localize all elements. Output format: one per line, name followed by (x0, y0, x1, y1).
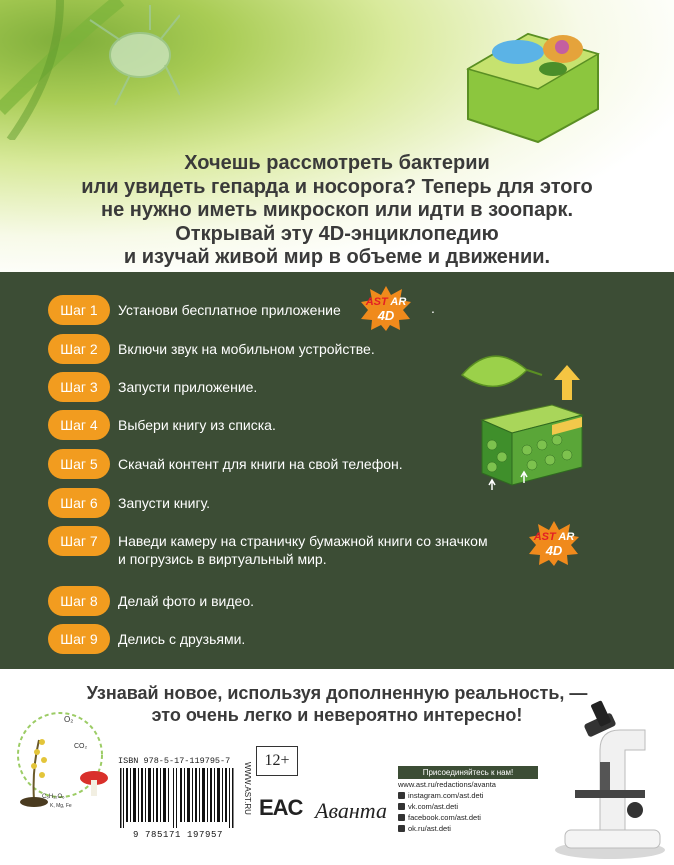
step-pill: Шаг 2 (48, 334, 110, 364)
social-header: Присоединяйтесь к нам! (398, 766, 538, 779)
step-text-line: Наведи камеру на страничку бумажной книги со значком (118, 533, 488, 549)
step-1-period: . (431, 300, 435, 316)
badge-text: AST AR (533, 531, 575, 543)
bacteria-illustration (0, 0, 180, 140)
isbn-text: ISBN 978-5-17-119795-7 (118, 756, 231, 766)
outro-line: это очень легко и невероятно интересно! (151, 705, 523, 725)
ast-ar-4d-badge (360, 285, 412, 331)
intro-line: или увидеть гепарда и носорога? Теперь для этого (81, 175, 593, 198)
social-link-ok[interactable]: ok.ru/ast.deti (398, 823, 538, 834)
avanta-logo (311, 790, 391, 830)
step-pill: Шаг 5 (48, 449, 110, 479)
step-text: Запусти приложение. (118, 379, 258, 395)
step-pill: Шаг 4 (48, 410, 110, 440)
step-text: Выбери книгу из списка. (118, 417, 276, 433)
badge-text-4d: 4D (545, 543, 563, 558)
intro-line: не нужно иметь микроскоп или идти в зоопарк. (100, 199, 574, 221)
step-text-line: и погрузись в виртуальный мир. (118, 551, 327, 567)
vk-icon (398, 803, 405, 810)
glucose-label: C₆H₁₂O₆ (42, 794, 65, 800)
step-pill: Шаг 3 (48, 372, 110, 402)
step-text: Включи звук на мобильном устройстве. (118, 341, 375, 357)
step-text: Скачай контент для книги на свой телефон. (118, 456, 403, 472)
outro-line: Узнавай новое, используя дополненную реальность, — (86, 683, 588, 703)
svg-text:Аванта: Аванта (315, 798, 387, 823)
intro-line: и изучай живой мир в объеме и движении. (123, 246, 551, 268)
social-site-link[interactable]: www.ast.ru/redactions/avanta (398, 780, 496, 789)
o2-label: O₂ (64, 715, 74, 724)
badge-text: AST AR (365, 296, 407, 308)
age-rating: 12+ (256, 746, 298, 776)
step-pill: Шаг 8 (48, 586, 110, 616)
step-text: Делись с друзьями. (118, 631, 246, 647)
badge-text-4d: 4D (377, 308, 395, 323)
leaf-cross-section-illustration (432, 345, 592, 495)
step-text: Установи бесплатное приложение (118, 302, 341, 318)
plant-cell-illustration (458, 14, 608, 144)
barcode-number: 9 785171 197957 (132, 830, 223, 840)
intro-line: Хочешь рассмотреть бактерии (184, 152, 490, 174)
ast-ar-4d-badge-small (528, 520, 580, 566)
social-link-instagram[interactable]: instagram.com/ast.deti (398, 790, 538, 801)
facebook-icon (398, 814, 405, 821)
intro-text (0, 152, 674, 270)
co2-label: CO₂ (74, 743, 88, 750)
social-link-vk[interactable]: vk.com/ast.deti (398, 801, 538, 812)
hero-section (0, 0, 674, 272)
social-block (398, 766, 538, 834)
instagram-icon (398, 792, 405, 799)
step-pill: Шаг 6 (48, 488, 110, 518)
intro-line: Открывай эту 4D-энциклопедию (175, 222, 499, 245)
barcode (118, 768, 238, 828)
social-link-facebook[interactable]: facebook.com/ast.deti (398, 812, 538, 823)
photosynthesis-diagram (4, 700, 116, 810)
site-url-vertical: WWW.AST.RU (243, 762, 252, 815)
step-pill: Шаг 7 (48, 526, 110, 556)
eac-mark: EAC (259, 795, 303, 820)
ok-icon (398, 825, 405, 832)
step-text (118, 532, 488, 568)
step-text: Запусти книгу. (118, 495, 211, 511)
step-pill: Шаг 9 (48, 624, 110, 654)
microscope-illustration (540, 690, 670, 860)
step-pill: Шаг 1 (48, 295, 110, 325)
step-text: Делай фото и видео. (118, 593, 254, 609)
minerals-label: K, Mg, Fe (50, 803, 72, 809)
